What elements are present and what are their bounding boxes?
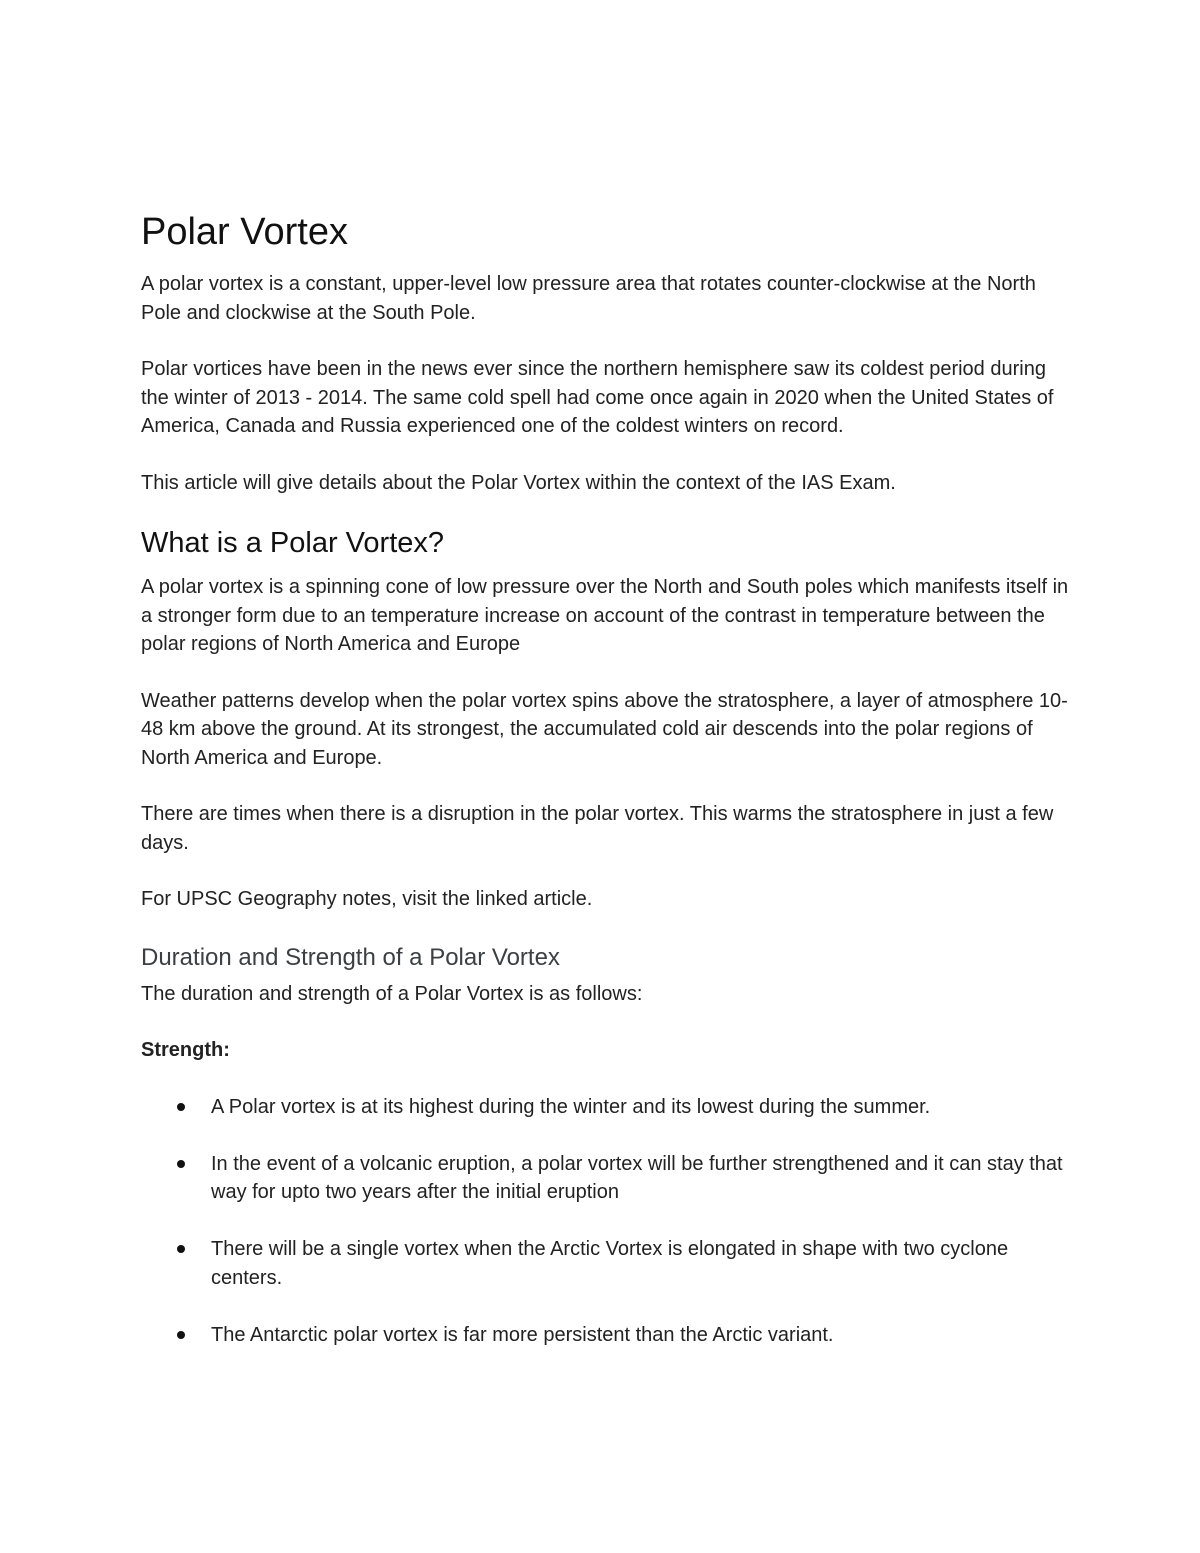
what-paragraph-1: A polar vortex is a spinning cone of low pressure over the North and South poles which manifests itself in a stronger form due to an temperature increase on account of the contrast in temperature between the polar regions of North America and Europe <box>141 576 1069 655</box>
list-item-text: A Polar vortex is at its highest during the winter and its lowest during the summer. <box>211 1095 931 1118</box>
list-item-text: The Antarctic polar vortex is far more persistent than the Arctic variant. <box>211 1323 834 1346</box>
bullet-icon <box>177 1245 185 1253</box>
list-item <box>141 1321 1071 1350</box>
document-page <box>141 208 1071 1378</box>
list-item <box>141 1093 1071 1122</box>
section-heading-what: What is a Polar Vortex? <box>141 527 445 559</box>
intro-paragraph-3: This article will give details about the Polar Vortex within the context of the IAS Exam. <box>141 471 896 494</box>
list-item <box>141 1235 1071 1292</box>
document-title: Polar Vortex <box>141 211 348 253</box>
what-paragraph-3: There are times when there is a disruption in the polar vortex. This warms the stratosphere in just a few days. <box>141 803 1054 854</box>
bullet-icon <box>177 1103 185 1111</box>
section-heading-duration: Duration and Strength of a Polar Vortex <box>141 943 560 971</box>
list-item-text: There will be a single vortex when the Arctic Vortex is elongated in shape with two cyclone centers. <box>211 1238 1009 1289</box>
list-item-text: In the event of a volcanic eruption, a polar vortex will be further strengthened and it can stay that way for upto two years after the initial eruption <box>211 1152 1063 1203</box>
duration-intro: The duration and strength of a Polar Vortex is as follows: <box>141 982 643 1005</box>
strength-label: Strength: <box>141 1039 230 1061</box>
intro-paragraph-2: Polar vortices have been in the news ever since the northern hemisphere saw its coldest period during the winter of 2013 - 2014. The same cold spell had come once again in 2020 when the United States of America, Canada and Russia experienced one of the coldest winters on record. <box>141 358 1054 437</box>
strength-bullet-list <box>141 1093 1071 1350</box>
bullet-icon <box>177 1331 185 1339</box>
what-paragraph-2: Weather patterns develop when the polar vortex spins above the stratosphere, a layer of atmosphere 10-48 km above the ground. At its strongest, the accumulated cold air descends into the polar regions of North America and Europe. <box>141 689 1068 769</box>
list-item <box>141 1150 1071 1207</box>
what-paragraph-4: For UPSC Geography notes, visit the linked article. <box>141 888 593 910</box>
intro-paragraph-1: A polar vortex is a constant, upper-level low pressure area that rotates counter-clockwise at the North Pole and clockwise at the South Pole. <box>141 273 1036 324</box>
bullet-icon <box>177 1160 185 1168</box>
